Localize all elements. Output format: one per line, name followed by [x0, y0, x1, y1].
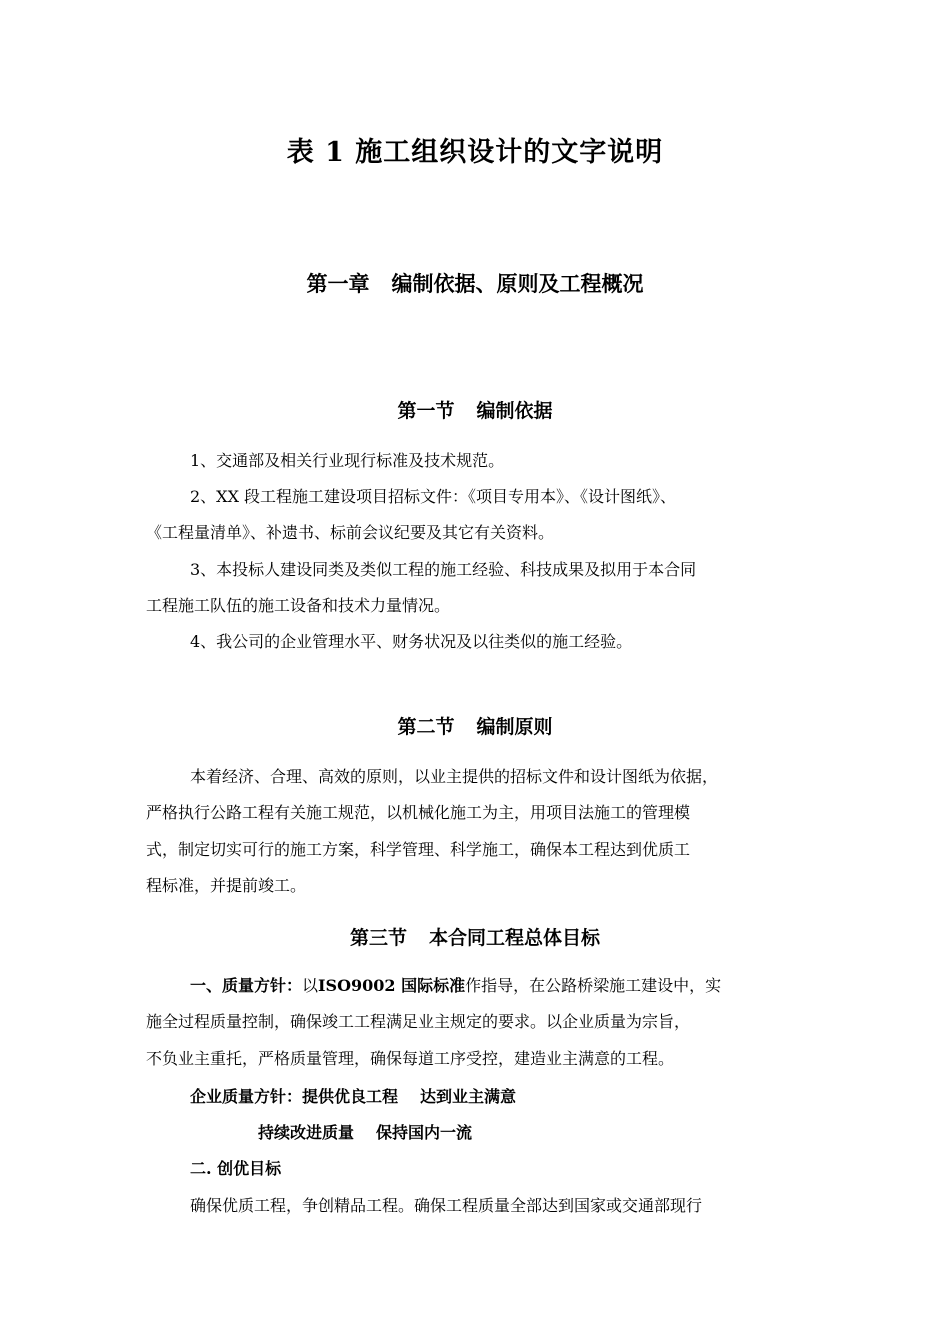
quality-policy-line-2: 施全过程质量控制，确保竣工工程满足业主规定的要求。以企业质量为宗旨，	[146, 1012, 691, 1031]
section-3-title: 本合同工程总体目标	[429, 927, 601, 949]
company-policy-part-2: 达到业主满意	[420, 1087, 517, 1106]
basis-line-2: 2、XX 段工程施工建设项目招标文件：《项目专用本》、《设计图纸》、	[190, 487, 677, 506]
basis-line-4: 3、本投标人建设同类及类似工程的施工经验、科技成果及拟用于本合同	[190, 560, 697, 579]
chapter-title: 编制依据、原则及工程概况	[391, 271, 644, 296]
section-2-title: 编制原则	[476, 716, 553, 738]
document-title: 表 1 施工组织设计的文字说明	[286, 137, 664, 168]
section-3-heading	[0, 923, 950, 950]
principle-line-1: 本着经济、合理、高效的原则，以业主提供的招标文件和设计图纸为依据，	[190, 767, 719, 786]
company-policy-part-4: 保持国内一流	[376, 1123, 473, 1142]
quality-policy-line-3: 不负业主重托，严格质量管理，确保每道工序受控，建造业主满意的工程。	[146, 1049, 675, 1068]
quality-policy-heading: 一、质量方针：	[190, 976, 303, 995]
basis-line-3: 《工程量清单》、补遗书、标前会议纪要及其它有关资料。	[146, 523, 555, 542]
basis-line-1: 1、交通部及相关行业现行标准及技术规范。	[190, 451, 505, 470]
section-1-title: 编制依据	[476, 400, 553, 422]
company-policy-part-1: 提供优良工程	[302, 1087, 399, 1106]
principle-line-2: 严格执行公路工程有关施工规范，以机械化施工为主，用项目法施工的管理模	[146, 803, 691, 822]
basis-line-6: 4、我公司的企业管理水平、财务状况及以往类似的施工经验。	[190, 632, 633, 651]
section-2-label: 第二节	[397, 716, 455, 738]
chapter-heading	[0, 268, 950, 298]
principle-line-4: 程标准，并提前竣工。	[146, 876, 307, 895]
company-policy-part-3: 持续改进质量	[258, 1123, 355, 1142]
excellence-goal-heading: 二. 创优目标	[190, 1159, 282, 1178]
basis-line-5: 工程施工队伍的施工设备和技术力量情况。	[146, 596, 451, 615]
company-policy-line-2	[258, 1115, 472, 1151]
principle-line-3: 式，制定切实可行的施工方案，科学管理、科学施工，确保本工程达到优质工	[146, 840, 691, 859]
chapter-label: 第一章	[306, 271, 370, 296]
section-3-label: 第三节	[349, 927, 407, 949]
company-policy-label: 企业质量方针：	[190, 1087, 303, 1106]
section-2-heading	[0, 712, 950, 739]
quality-policy-line-1	[190, 968, 721, 1004]
excellence-goal-line-1: 确保优质工程，争创精品工程。确保工程质量全部达到国家或交通部现行	[190, 1196, 703, 1215]
section-1-heading	[0, 396, 950, 423]
company-policy-line-1	[190, 1079, 516, 1115]
quality-policy-rest: 作指导，在公路桥梁施工建设中，实	[465, 976, 722, 995]
section-1-label: 第一节	[397, 400, 455, 422]
quality-standard: ISO9002 国际标准	[318, 976, 466, 995]
quality-policy-pre: 以	[302, 976, 319, 995]
